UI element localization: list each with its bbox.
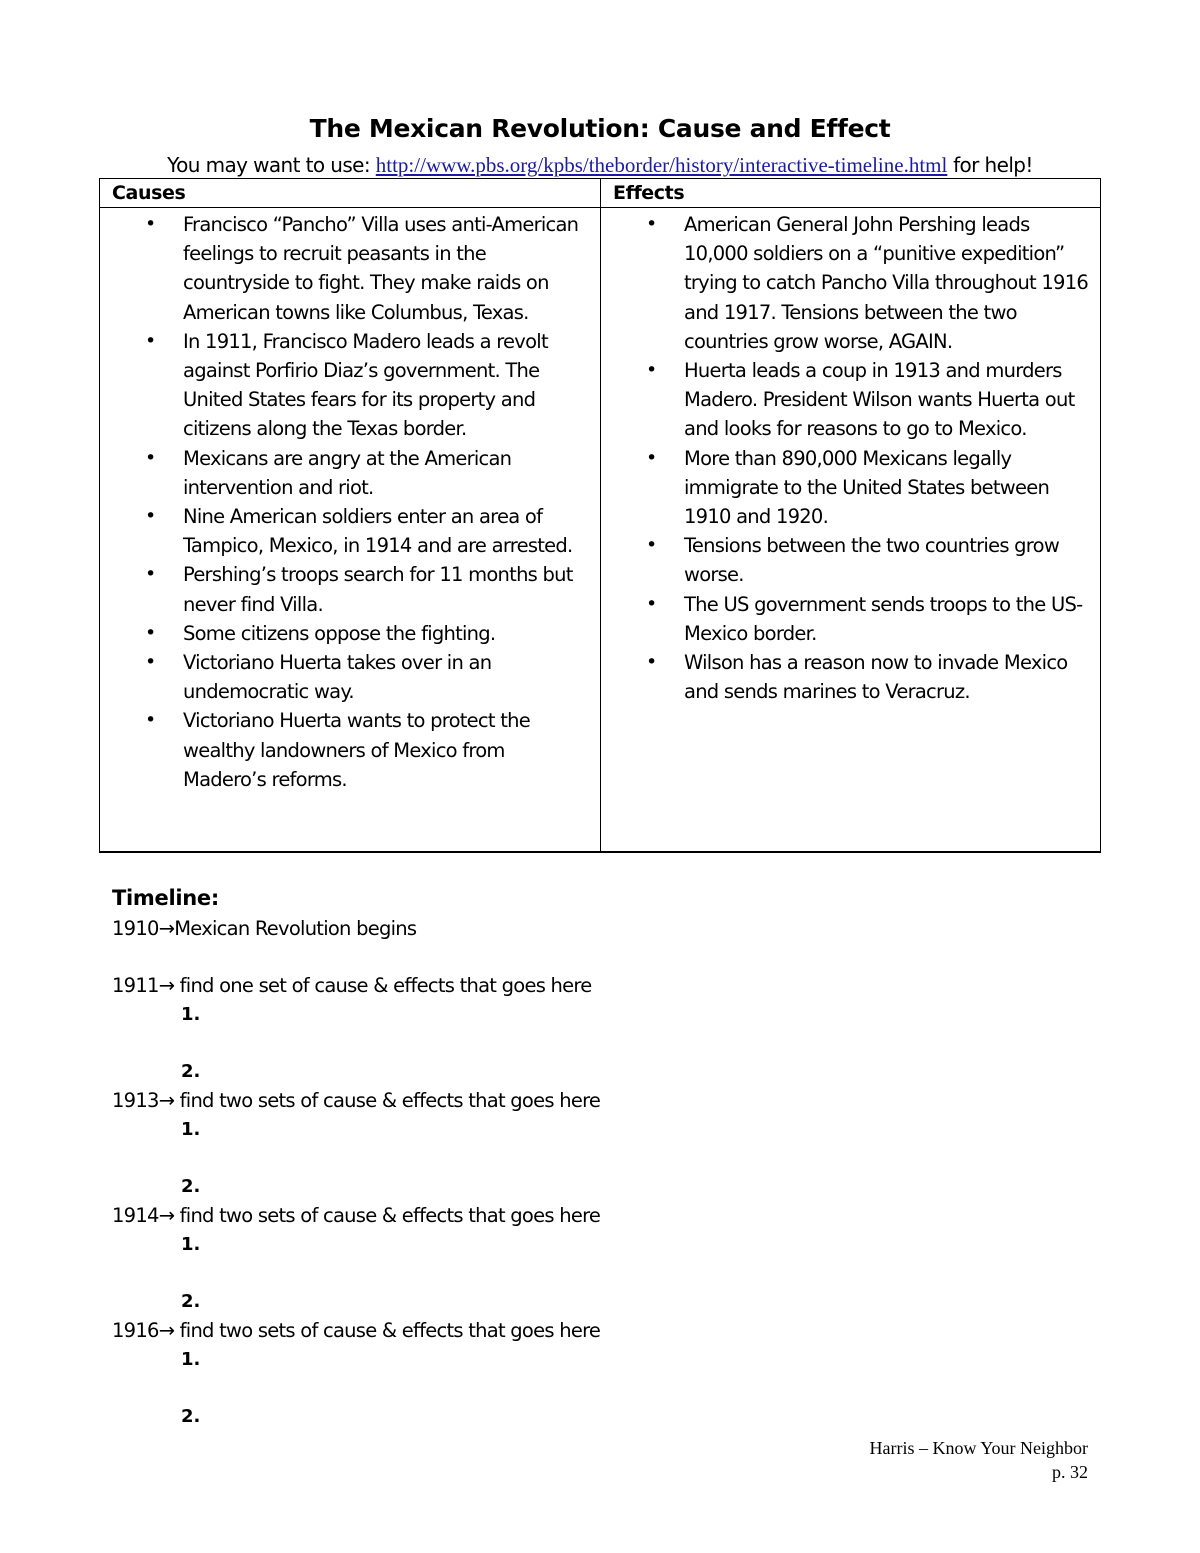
timeline-heading: Timeline: [112, 886, 219, 910]
cause-item: • In 1911, Francisco Madero leads a revolt against Porfirio Diaz’s government. The United States fears for its property and citizens along the Texas border. [100, 327, 600, 444]
effect-item: • Wilson has a reason now to invade Mexico and sends marines to Veracruz. [601, 648, 1100, 706]
effects-list [601, 210, 1100, 706]
cause-item: • Mexicans are angry at the American intervention and riot. [100, 444, 600, 502]
timeline-entry-1911: 1911→ find one set of cause & effects that goes here [112, 974, 592, 997]
effect-item: • Huerta leads a coup in 1913 and murders Madero. President Wilson wants Huerta out and looks for reasons to go to Mexico. [601, 356, 1100, 444]
footer-author: Harris – Know Your Neighbor [869, 1438, 1088, 1458]
answer-slot-number: 2. [181, 1406, 201, 1427]
answer-slot-number: 2. [181, 1291, 201, 1312]
answer-slot-number: 2. [181, 1176, 201, 1197]
cause-item: • Some citizens oppose the fighting. [100, 619, 600, 648]
effect-item: • The US government sends troops to the US-Mexico border. [601, 590, 1100, 648]
answer-slot-number: 2. [181, 1061, 201, 1082]
answer-slot-number: 1. [181, 1349, 201, 1370]
page-title: The Mexican Revolution: Cause and Effect [309, 114, 891, 143]
timeline-link[interactable]: http://www.pbs.org/kpbs/theborder/history/interactive-timeline.html [375, 153, 948, 177]
effects-header: Effects [601, 179, 1101, 208]
effects-cell [601, 208, 1101, 853]
answer-slot-number: 1. [181, 1004, 201, 1025]
answer-slot-number: 1. [181, 1234, 201, 1255]
cause-item: • Pershing’s troops search for 11 months but never find Villa. [100, 560, 600, 618]
causes-header: Causes [100, 179, 601, 208]
effect-item: • Tensions between the two countries grow worse. [601, 531, 1100, 589]
page-footer [870, 1436, 1089, 1484]
timeline-entry-1914: 1914→ find two sets of cause & effects that goes here [112, 1204, 601, 1227]
cause-item: • Victoriano Huerta takes over in an undemocratic way. [100, 648, 600, 706]
causes-list [100, 210, 600, 794]
effect-item: • More than 890,000 Mexicans legally immigrate to the United States between 1910 and 1920. [601, 444, 1100, 532]
resource-note-suffix: for help! [947, 153, 1033, 177]
effect-item: • American General John Pershing leads 10,000 soldiers on a “punitive expedition” trying to catch Pancho Villa throughout 1916 and 1917. Tensions between the two countries grow worse, AGAIN. [601, 210, 1100, 356]
timeline-entry-1910: 1910→Mexican Revolution begins [112, 917, 417, 940]
resource-note-prefix: You may want to use: [167, 153, 376, 177]
timeline-section [112, 882, 1012, 1431]
cause-item: • Victoriano Huerta wants to protect the wealthy landowners of Mexico from Madero’s reforms. [100, 706, 600, 794]
timeline-entry-1916: 1916→ find two sets of cause & effects that goes here [112, 1319, 601, 1342]
answer-slot-number: 1. [181, 1119, 201, 1140]
causes-cell [100, 208, 601, 853]
timeline-entry-1913: 1913→ find two sets of cause & effects that goes here [112, 1089, 601, 1112]
page-number: p. 32 [1052, 1462, 1088, 1482]
cause-item: • Francisco “Pancho” Villa uses anti-American feelings to recruit peasants in the countryside to fight. They make raids on American towns like Columbus, Texas. [100, 210, 600, 327]
cause-effect-table [99, 178, 1101, 853]
cause-item: • Nine American soldiers enter an area of Tampico, Mexico, in 1914 and are arrested. [100, 502, 600, 560]
resource-note [0, 153, 1200, 178]
